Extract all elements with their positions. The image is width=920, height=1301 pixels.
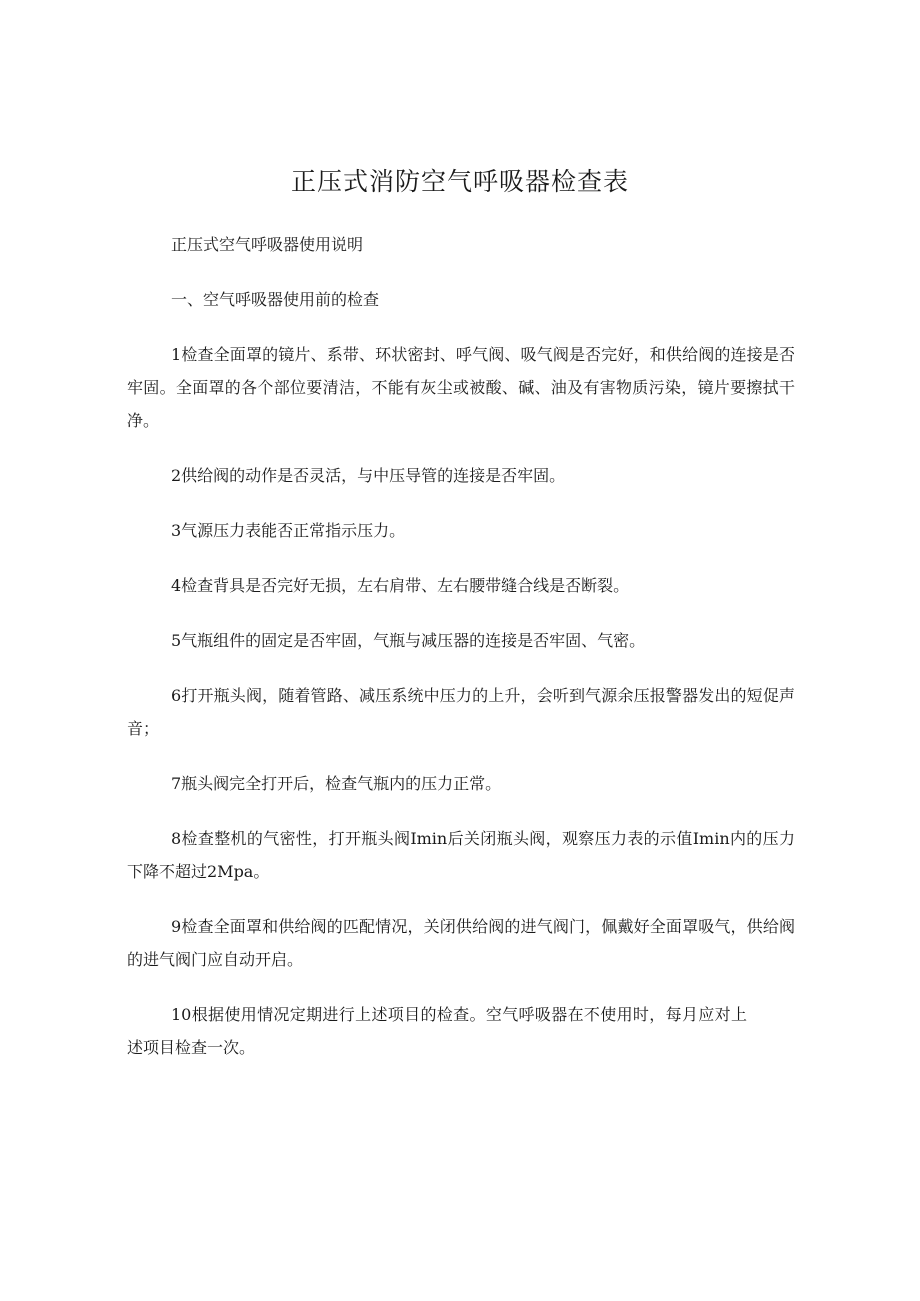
check-item-9: 9检查全面罩和供给阀的匹配情况，关闭供给阀的进气阀门，佩戴好全面罩吸气，供给阀的进气阀门应自动开启。 — [127, 917, 795, 969]
check-item-8: 8检查整机的气密性，打开瓶头阀Imin后关闭瓶头阀，观察压力表的示值Imin内的压力下降不超过2Mpa。 — [127, 829, 795, 881]
check-item-10: 10根据使用情况定期进行上述项目的检查。空气呼吸器在不使用时，每月应对上述项目检查一次。 — [127, 1005, 747, 1057]
check-item-3: 3气源压力表能否正常指示压力。 — [171, 521, 406, 540]
check-item-6: 6打开瓶头阀，随着管路、减压系统中压力的上升，会听到气源余压报警器发出的短促声音； — [127, 686, 795, 738]
document-body — [127, 228, 795, 1086]
check-item-2: 2供给阀的动作是否灵活，与中压导管的连接是否牢固。 — [171, 466, 566, 485]
page-title: 正压式消防空气呼吸器检查表 — [290, 167, 629, 196]
section-heading: 一、空气呼吸器使用前的检查 — [171, 290, 380, 309]
check-item-1: 1检查全面罩的镜片、系带、环状密封、呼气阀、吸气阀是否完好，和供给阀的连接是否牢固。全面罩的各个部位要清洁，不能有灰尘或被酸、碱、油及有害物质污染，镜片要擦拭干净。 — [127, 345, 795, 430]
check-item-7: 7瓶头阀完全打开后，检查气瓶内的压力正常。 — [171, 774, 502, 793]
subtitle: 正压式空气呼吸器使用说明 — [171, 235, 364, 254]
check-item-4: 4检查背具是否完好无损，左右肩带、左右腰带缝合线是否断裂。 — [171, 576, 630, 595]
check-item-5: 5气瓶组件的固定是否牢固，气瓶与减压器的连接是否牢固、气密。 — [171, 631, 646, 650]
